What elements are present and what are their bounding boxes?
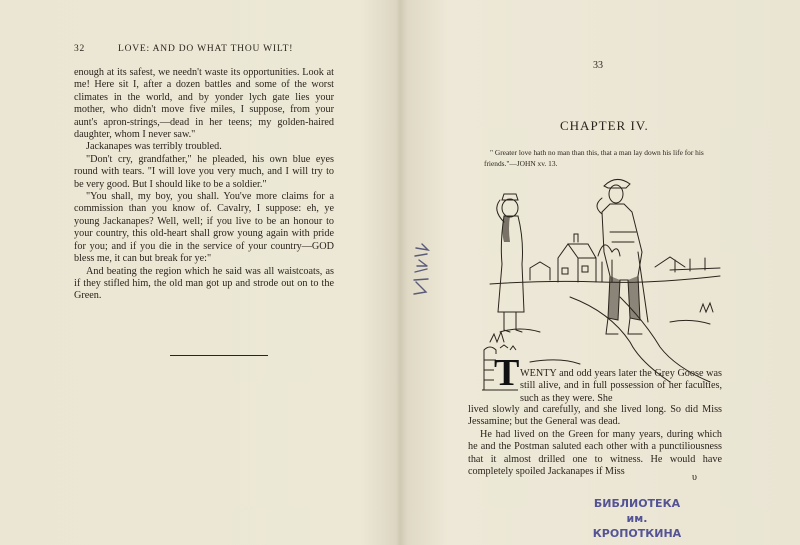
running-title: LOVE: AND DO WHAT THOU WILT! bbox=[118, 44, 294, 54]
paragraph: "Don't cry, grandfather," he pleaded, his own blue eyes round with tears. "I will love you very much, and I will try to be very good. But I should like to be a soldier." bbox=[74, 153, 334, 190]
left-body-text bbox=[74, 67, 334, 303]
paragraph: He had lived on the Green for many years, during which he and the Postman saluted each other with a punctiliousness that it almost drilled one to witness. He would have completely spoiled Jackanapes if Miss bbox=[468, 428, 722, 478]
paragraph: enough at its safest, we needn't waste its opportunities. Look at me! Here sit I, after a dozen battles and some of the worst climates in the world, and by yonder lych gate lies your mother, who didn't move five miles, I suppose, from your aunt's apron-strings,—dead in her teens; my golden-haired daughter, whom I never saw." bbox=[74, 67, 334, 141]
page-number-left: 32 bbox=[74, 44, 86, 54]
end-rule bbox=[170, 355, 268, 356]
page-number-right: 33 bbox=[593, 60, 603, 71]
first-paragraph-start: WENTY and odd years later the Grey Goose was still alive, and in full possession of her faculties, such as they were. She bbox=[520, 368, 722, 404]
epigraph: " Greater love hath no man than this, that a man lay down his life for his friends."—JOHN xv. 13. bbox=[484, 148, 704, 168]
signature-mark: υ bbox=[692, 472, 697, 483]
library-stamp bbox=[582, 496, 692, 541]
drop-cap-letter: T bbox=[494, 352, 520, 394]
paragraph: lived slowly and carefully, and she lived long. So did Miss Jessamine; but the General was dead. bbox=[468, 404, 722, 428]
paragraph: Jackanapes was terribly troubled. bbox=[86, 141, 222, 153]
stamp-line-2: им. КРОПОТКИНА bbox=[592, 512, 682, 540]
right-body-text bbox=[468, 404, 722, 478]
paragraph: "You shall, my boy, you shall. You've more claims for a commission than you know of. Cavalry, I suppose: eh, ye young Jackanapes? Well, well; if you live to be an honour to your country, this old-heart shall grow young again with pride for you; and if you die in the service of your country—GOD bless me, it can but break for ye:" bbox=[74, 191, 334, 265]
stamp-line-1: БИБЛИОТЕКА bbox=[593, 497, 681, 510]
right-page bbox=[400, 0, 800, 545]
chapter-heading: CHAPTER IV. bbox=[560, 118, 649, 133]
paragraph: And beating the region which he said was all waistcoats, as if they stifled him, the old man got up and strode out on to the Green. bbox=[74, 265, 334, 302]
